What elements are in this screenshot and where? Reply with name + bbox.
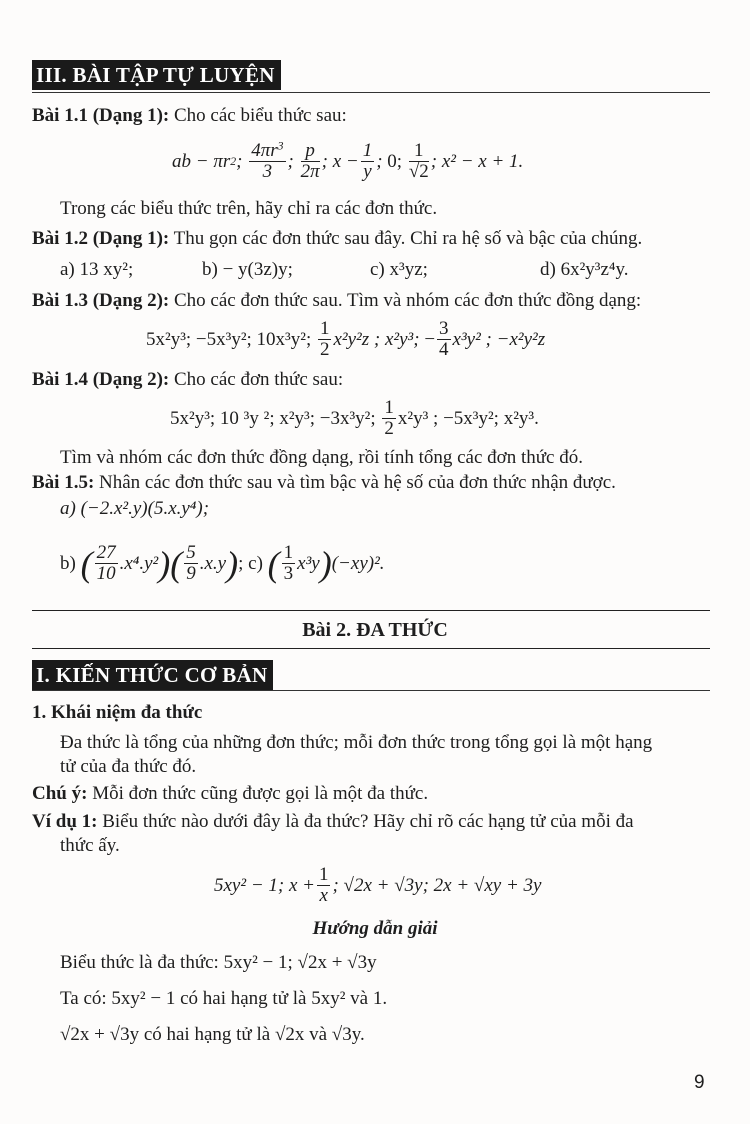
expr: x − bbox=[332, 151, 359, 172]
monomial: (−xy)². bbox=[331, 553, 385, 574]
divider-top bbox=[32, 610, 710, 611]
monomial: .x⁴.y² bbox=[119, 553, 159, 574]
fraction: $\frac{4\pi r^3}{3}$ bbox=[251, 139, 284, 183]
example-1-line2: thức ấy. bbox=[60, 835, 120, 856]
item-label: ; c) bbox=[238, 553, 263, 574]
exercise-1-2 bbox=[32, 228, 642, 250]
exercise-text: Cho các biểu thức sau: bbox=[169, 105, 347, 126]
monomials: x²y²z ; x²y³; bbox=[333, 329, 420, 350]
section-underline bbox=[32, 92, 710, 93]
section-underline bbox=[32, 690, 710, 691]
section-title-basics: I. KIẾN THỨC CƠ BẢN bbox=[32, 660, 273, 690]
exercise-label: Bài 1.1 (Dạng 1): bbox=[32, 105, 170, 126]
fraction: $\frac{27}{10}$ bbox=[96, 542, 116, 585]
exercise-1-4-monomials bbox=[170, 395, 539, 443]
section-title-exercises: III. BÀI TẬP TỰ LUYỆN bbox=[32, 60, 281, 90]
exercise-text: Cho các đơn thức sau: bbox=[169, 369, 344, 390]
exercise-1-5-bc: b) ( $\frac{27}{10}$ .x⁴.y² ) ( $\frac{5}{9}$ .x.y ) ; c) ( $\frac{1}{3}$ x³y ) (−xy)². bbox=[60, 542, 385, 585]
exercise-label: Bài 1.3 (Dạng 2): bbox=[32, 290, 170, 311]
exercise-label: Bài 1.4 (Dạng 2): bbox=[32, 369, 170, 390]
solution-line-3: √2x + √3y có hai hạng tử là √2x và √3y. bbox=[60, 1024, 365, 1045]
divider-bottom bbox=[32, 648, 710, 649]
exercise-label: Bài 1.2 (Dạng 1): bbox=[32, 228, 170, 249]
exercise-1-3-monomials: 5x²y³; −5x³y²; 10x³y²; $\frac{1}{2}$ x²y²z ; x²y³; − $\frac{3}{4}$ x³y² ; −x²y²z bbox=[146, 318, 546, 361]
monomial: .x.y bbox=[199, 553, 227, 574]
expr: x² − x + 1. bbox=[441, 151, 524, 172]
solution-heading: Hướng dẫn giải bbox=[312, 918, 438, 939]
monomials: 5x²y³; 10 ³y ²; x²y³; −3x³y²; bbox=[170, 408, 376, 429]
fraction: $\frac{1}{y}$ bbox=[362, 140, 373, 183]
monomials: 5x²y³; −5x³y²; 10x³y²; bbox=[146, 329, 312, 350]
exercise-1-1 bbox=[32, 105, 347, 127]
expression: 5xy² − 1; x + bbox=[214, 875, 315, 896]
note-text: Mỗi đơn thức cũng được gọi là một đa thức. bbox=[87, 783, 429, 804]
exercise-1-4 bbox=[32, 369, 343, 391]
fraction: $\frac{3}{4}$ bbox=[439, 318, 449, 361]
example-1-expressions bbox=[214, 862, 541, 910]
concept-paragraph-line1: Đa thức là tổng của những đơn thức; mỗi đơn thức trong tổng gọi là một hạng bbox=[60, 732, 653, 753]
fraction: $\frac{5}{9}$ bbox=[186, 542, 196, 585]
exercise-text: Cho các đơn thức sau. Tìm và nhóm các đơn thức đồng dạng: bbox=[169, 290, 642, 311]
exercise-1-1-note: Trong các biểu thức trên, hãy chỉ ra các đơn thức. bbox=[60, 198, 438, 219]
example-1 bbox=[32, 811, 634, 833]
fraction: $\frac{1}{3}$ bbox=[283, 542, 294, 585]
exercise-text: Nhân các đơn thức sau và tìm bậc và hệ số của đơn thức nhận được. bbox=[94, 472, 616, 493]
concept-note bbox=[32, 783, 428, 805]
exercise-text: Thu gọn các đơn thức sau đây. Chỉ ra hệ số và bậc của chúng. bbox=[169, 228, 643, 249]
solution-line-2: Ta có: 5xy² − 1 có hai hạng tử là 5xy² và 1. bbox=[60, 988, 388, 1009]
fraction: $\frac{1}{2}$ bbox=[319, 318, 330, 361]
expression: ; √2x + √3y; 2x + √xy + 3y bbox=[332, 875, 542, 896]
exercise-1-2-c: c) x³yz; bbox=[370, 259, 428, 280]
page-number: 9 bbox=[694, 1072, 705, 1093]
note-label: Chú ý: bbox=[32, 783, 88, 804]
monomial: x³y bbox=[297, 553, 320, 574]
monomials: x²y³ ; −5x³y²; x²y³. bbox=[397, 408, 539, 429]
exercise-label: Bài 1.5: bbox=[32, 472, 95, 493]
concept-heading: 1. Khái niệm đa thức bbox=[32, 702, 203, 723]
exercise-1-2-b: b) − y(3z)y; bbox=[202, 259, 293, 280]
expr: ab − πr bbox=[172, 151, 231, 172]
exercise-1-3 bbox=[32, 290, 641, 312]
example-text: Biểu thức nào dưới đây là đa thức? Hãy chỉ rõ các hạng tử của mỗi đa bbox=[97, 811, 634, 832]
item-label: b) bbox=[60, 553, 76, 574]
fraction: $\frac{1}{√2}$ bbox=[408, 140, 429, 183]
exercise-1-1-expressions: ab − πr 2 ; $\frac{4\pi r^3}{3}$ ; $\frac{p}{2\pi}$ ; x − $\frac{1}{y}$ ; 0; $\frac{1}{√2}$ ; x² − x + 1. bbox=[172, 139, 524, 183]
lesson-title: Bài 2. ĐA THỨC bbox=[302, 619, 448, 641]
expr: 0; bbox=[387, 151, 403, 172]
fraction: $\frac{1}{2}$ bbox=[384, 397, 394, 440]
exercise-1-4-note: Tìm và nhóm các đơn thức đồng dạng, rồi tính tổng các đơn thức đó. bbox=[60, 447, 583, 468]
exercise-1-2-a: a) 13 xy²; bbox=[60, 259, 134, 280]
exercise-1-5-a: a) (−2.x².y)(5.x.y⁴); bbox=[60, 498, 210, 519]
exercise-1-2-d: d) 6x²y³z⁴y. bbox=[540, 259, 629, 280]
monomials: x³y² ; −x²y²z bbox=[452, 329, 546, 350]
fraction: $\frac{1}{x}$ bbox=[318, 864, 329, 907]
concept-paragraph-line2: tử của đa thức đó. bbox=[60, 756, 197, 777]
example-label: Ví dụ 1: bbox=[32, 811, 98, 832]
solution-line-1: Biểu thức là đa thức: 5xy² − 1; √2x + √3y bbox=[60, 952, 377, 973]
exercise-1-5 bbox=[32, 472, 616, 494]
fraction: $\frac{p}{2\pi}$ bbox=[300, 140, 320, 183]
